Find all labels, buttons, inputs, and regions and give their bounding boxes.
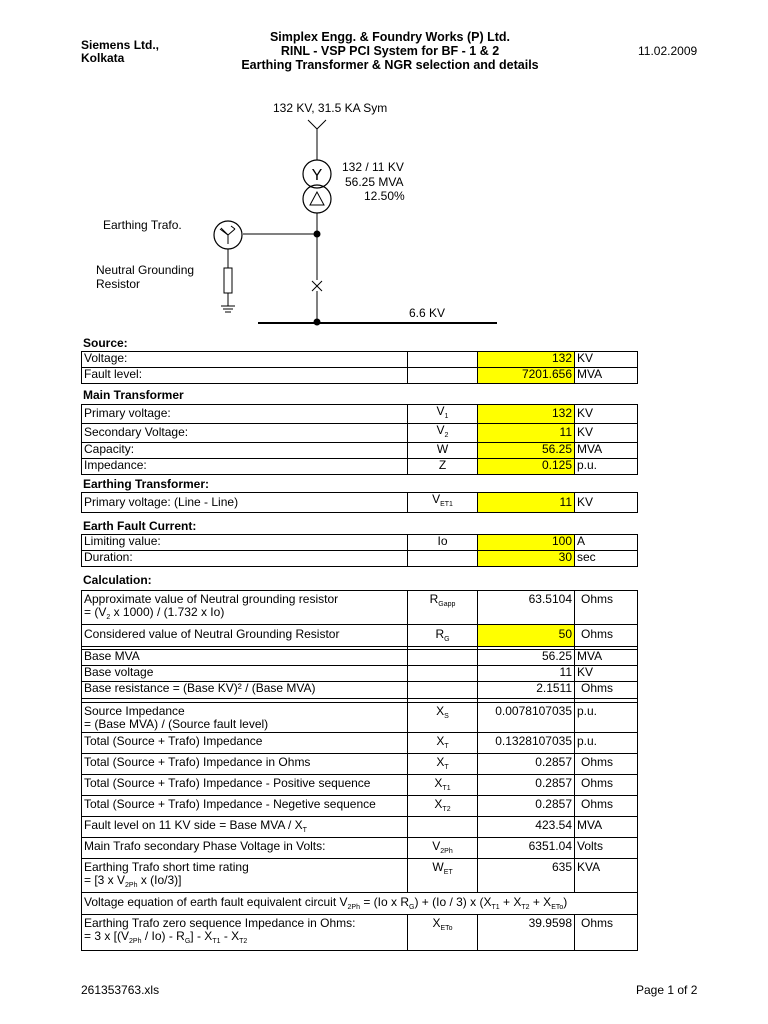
row-label: Limiting value: — [82, 535, 408, 551]
zero-sequence-value: 39.9598 — [478, 915, 575, 951]
source-voltage-value: 132 — [478, 352, 575, 368]
table-row — [82, 459, 638, 475]
row-unit: Ohms — [575, 682, 638, 699]
section-main-trafo-heading: Main Transformer — [83, 388, 184, 402]
table-row — [82, 352, 638, 368]
row-unit: Ohms — [575, 915, 638, 951]
table-row — [82, 535, 638, 551]
table-row — [82, 493, 638, 513]
company-name: Siemens Ltd., — [81, 38, 160, 52]
row-symbol: $V_{2Ph}$ — [408, 838, 478, 859]
row-unit: KV — [575, 424, 638, 443]
header-title-3: Earthing Transformer & NGR selection and details — [241, 58, 539, 72]
table-row — [82, 893, 638, 915]
table-row — [82, 625, 638, 647]
earth-fault-table — [81, 534, 638, 567]
negative-sequence-value: 0.2857 — [478, 796, 575, 817]
total-impedance-value: 0.1328107035 — [478, 733, 575, 754]
source-feed-left — [308, 120, 317, 129]
zigzag-arm-c — [228, 229, 235, 235]
section-source-heading: Source: — [83, 336, 128, 350]
row-unit: KV — [575, 666, 638, 682]
table-row — [82, 551, 638, 567]
impedance-value: 0.125 — [478, 459, 575, 475]
base-resistance-value: 2.1511 — [478, 682, 575, 699]
section-earth-fault-heading: Earth Fault Current: — [83, 519, 197, 533]
positive-sequence-value: 0.2857 — [478, 775, 575, 796]
row-label: Total (Source + Trafo) Impedance - Negetive sequence — [82, 796, 408, 817]
row-unit: p.u. — [575, 459, 638, 475]
short-time-rating-value: 635 — [478, 859, 575, 893]
ngr-resistor-symbol — [224, 268, 232, 293]
limiting-current-value: 100 — [478, 535, 575, 551]
table-row — [82, 405, 638, 424]
row-unit: MVA — [575, 817, 638, 838]
table-row — [82, 733, 638, 754]
row-symbol: $V_1$ — [408, 405, 478, 424]
row-unit: Ohms — [575, 775, 638, 796]
table-row — [82, 650, 638, 666]
row-label: Capacity: — [82, 443, 408, 459]
row-label: Total (Source + Trafo) Impedance in Ohms — [82, 754, 408, 775]
zigzag-hook — [231, 226, 235, 229]
row-unit: KV — [575, 352, 638, 368]
table-row — [82, 775, 638, 796]
row-label-line-1: Earthing Trafo short time rating — [84, 860, 249, 874]
trafo-secondary-winding — [303, 185, 331, 213]
base-mva-value: 56.25 — [478, 650, 575, 666]
table-row — [82, 682, 638, 699]
row-label-line-1: Approximate value of Neutral grounding resistor — [84, 592, 339, 606]
row-label-line-1: Source Impedance — [84, 704, 185, 718]
primary-voltage-value: 132 — [478, 405, 575, 424]
table-row — [82, 368, 638, 384]
row-label: Base MVA — [82, 650, 408, 666]
trafo-impedance-label: 12.50% — [364, 189, 405, 203]
row-label: Primary voltage: (Line - Line) — [82, 493, 408, 513]
section-calculation-heading: Calculation: — [83, 573, 152, 587]
row-symbol: $R_G$ — [408, 625, 478, 647]
row-label-line-2: = ($V_2$ x 1000) / (1.732 x Io) — [84, 605, 225, 621]
row-unit: p.u. — [575, 703, 638, 733]
row-unit: Volts — [575, 838, 638, 859]
row-label — [82, 703, 408, 733]
table-row — [82, 915, 638, 951]
source-feed-right — [317, 120, 326, 129]
row-symbol: W — [408, 443, 478, 459]
table-row — [82, 591, 638, 625]
zigzag-arm-a — [221, 228, 228, 235]
table-row — [82, 443, 638, 459]
row-unit: sec — [575, 551, 638, 567]
row-unit: KV — [575, 405, 638, 424]
table-row — [82, 424, 638, 443]
row-label: Impedance: — [82, 459, 408, 475]
company-location: Kolkata — [81, 51, 125, 65]
calculation-table — [81, 590, 638, 951]
bus-junction-dot — [314, 319, 321, 326]
row-symbol: $W_{ET}$ — [408, 859, 478, 893]
capacity-value: 56.25 — [478, 443, 575, 459]
row-unit: Ohms — [575, 591, 638, 625]
row-label — [82, 859, 408, 893]
row-unit: Ohms — [575, 625, 638, 647]
trafo-mva-label: 56.25 MVA — [345, 175, 404, 189]
row-symbol: $X_{T2}$ — [408, 796, 478, 817]
row-label-line-2: = [3 x $V_{2Ph}$ x (Io/3)] — [84, 873, 182, 889]
base-voltage-value: 11 — [478, 666, 575, 682]
row-unit: MVA — [575, 443, 638, 459]
ngr-approx-value: 63.5104 — [478, 591, 575, 625]
row-label-line-2: = (Base MVA) / (Source fault level) — [84, 717, 269, 731]
row-symbol: Io — [408, 535, 478, 551]
star-winding-symbol: Y — [311, 167, 323, 184]
row-label: Total (Source + Trafo) Impedance - Positive sequence — [82, 775, 408, 796]
row-label: Base resistance = (Base KV)² / (Base MVA) — [82, 682, 408, 699]
earthing-trafo-label: Earthing Trafo. — [103, 218, 182, 232]
table-row — [82, 817, 638, 838]
row-label: Duration: — [82, 551, 408, 567]
bus-voltage-label: 6.6 KV — [409, 306, 446, 320]
row-unit: KV — [575, 493, 638, 513]
row-symbol: $X_T$ — [408, 754, 478, 775]
ngr-considered-value: 50 — [478, 625, 575, 647]
total-impedance-ohms-value: 0.2857 — [478, 754, 575, 775]
ngr-label-line-2: Resistor — [96, 277, 141, 291]
secondary-voltage-value: 11 — [478, 424, 575, 443]
row-symbol: $V_2$ — [408, 424, 478, 443]
document-date: 11.02.2009 — [638, 44, 698, 58]
row-label — [82, 591, 408, 625]
row-label-line-2: = 3 x $[(V_{2Ph} / Io) - R_G] - X_{T1} - X_{T2}$ — [84, 929, 248, 945]
row-symbol: Z — [408, 459, 478, 475]
table-row — [82, 703, 638, 733]
row-label: Fault level: — [82, 368, 408, 384]
row-symbol: $V_{ET1}$ — [408, 493, 478, 513]
duration-value: 30 — [478, 551, 575, 567]
row-symbol: $R_{Gapp}$ — [408, 591, 478, 625]
table-row — [82, 859, 638, 893]
row-unit: Ohms — [575, 754, 638, 775]
row-label: Primary voltage: — [82, 405, 408, 424]
row-unit: Ohms — [575, 796, 638, 817]
phase-voltage-value: 6351.04 — [478, 838, 575, 859]
source-fault-value: 7201.656 — [478, 368, 575, 384]
row-label: Fault level on 11 KV side = Base MVA / $X_T$ — [82, 817, 408, 838]
footer-filename: 261353763.xls — [81, 983, 160, 997]
row-symbol: $X_{ETo}$ — [408, 915, 478, 951]
table-row — [82, 754, 638, 775]
trafo-ratio-label: 132 / 11 KV — [342, 160, 404, 174]
row-unit: MVA — [575, 650, 638, 666]
table-row — [82, 838, 638, 859]
voltage-equation: Voltage equation of earth fault equivalent circuit $V_{2Ph} = (Io$ x $R_G) + (Io / 3)$ x $(X_{T1} + X_{T2} + X_{ETo})$ — [82, 893, 638, 915]
earthing-trafo-table — [81, 492, 638, 513]
row-label — [82, 915, 408, 951]
table-row — [82, 796, 638, 817]
earthing-primary-voltage-value: 11 — [478, 493, 575, 513]
row-label: Total (Source + Trafo) Impedance — [82, 733, 408, 754]
row-unit: KVA — [575, 859, 638, 893]
footer-page-number: Page 1 of 2 — [636, 983, 698, 997]
delta-winding-symbol — [310, 192, 324, 205]
source-rating-label: 132 KV, 31.5 KA Sym — [273, 101, 388, 115]
ngr-label-line-1: Neutral Grounding — [96, 263, 195, 277]
source-table — [81, 351, 638, 384]
table-row — [82, 666, 638, 682]
row-label: Main Trafo secondary Phase Voltage in Volts: — [82, 838, 408, 859]
row-symbol: $X_S$ — [408, 703, 478, 733]
row-symbol: $X_T$ — [408, 733, 478, 754]
main-trafo-table — [81, 404, 638, 475]
source-impedance-value: 0.0078107035 — [478, 703, 575, 733]
fault-level-11kv-value: 423.54 — [478, 817, 575, 838]
row-label: Base voltage — [82, 666, 408, 682]
row-label: Considered value of Neutral Grounding Resistor — [82, 625, 408, 647]
row-unit: p.u. — [575, 733, 638, 754]
row-unit: A — [575, 535, 638, 551]
header-title-2: RINL - VSP PCI System for BF - 1 & 2 — [280, 44, 500, 58]
row-label: Secondary Voltage: — [82, 424, 408, 443]
section-earthing-trafo-heading: Earthing Transformer: — [83, 477, 210, 491]
row-label-line-1: Earthing Trafo zero sequence Impedance in Ohms: — [84, 916, 356, 930]
row-label: Voltage: — [82, 352, 408, 368]
row-symbol: $X_{T1}$ — [408, 775, 478, 796]
row-unit: MVA — [575, 368, 638, 384]
header-title-1: Simplex Engg. & Foundry Works (P) Ltd. — [269, 30, 511, 44]
